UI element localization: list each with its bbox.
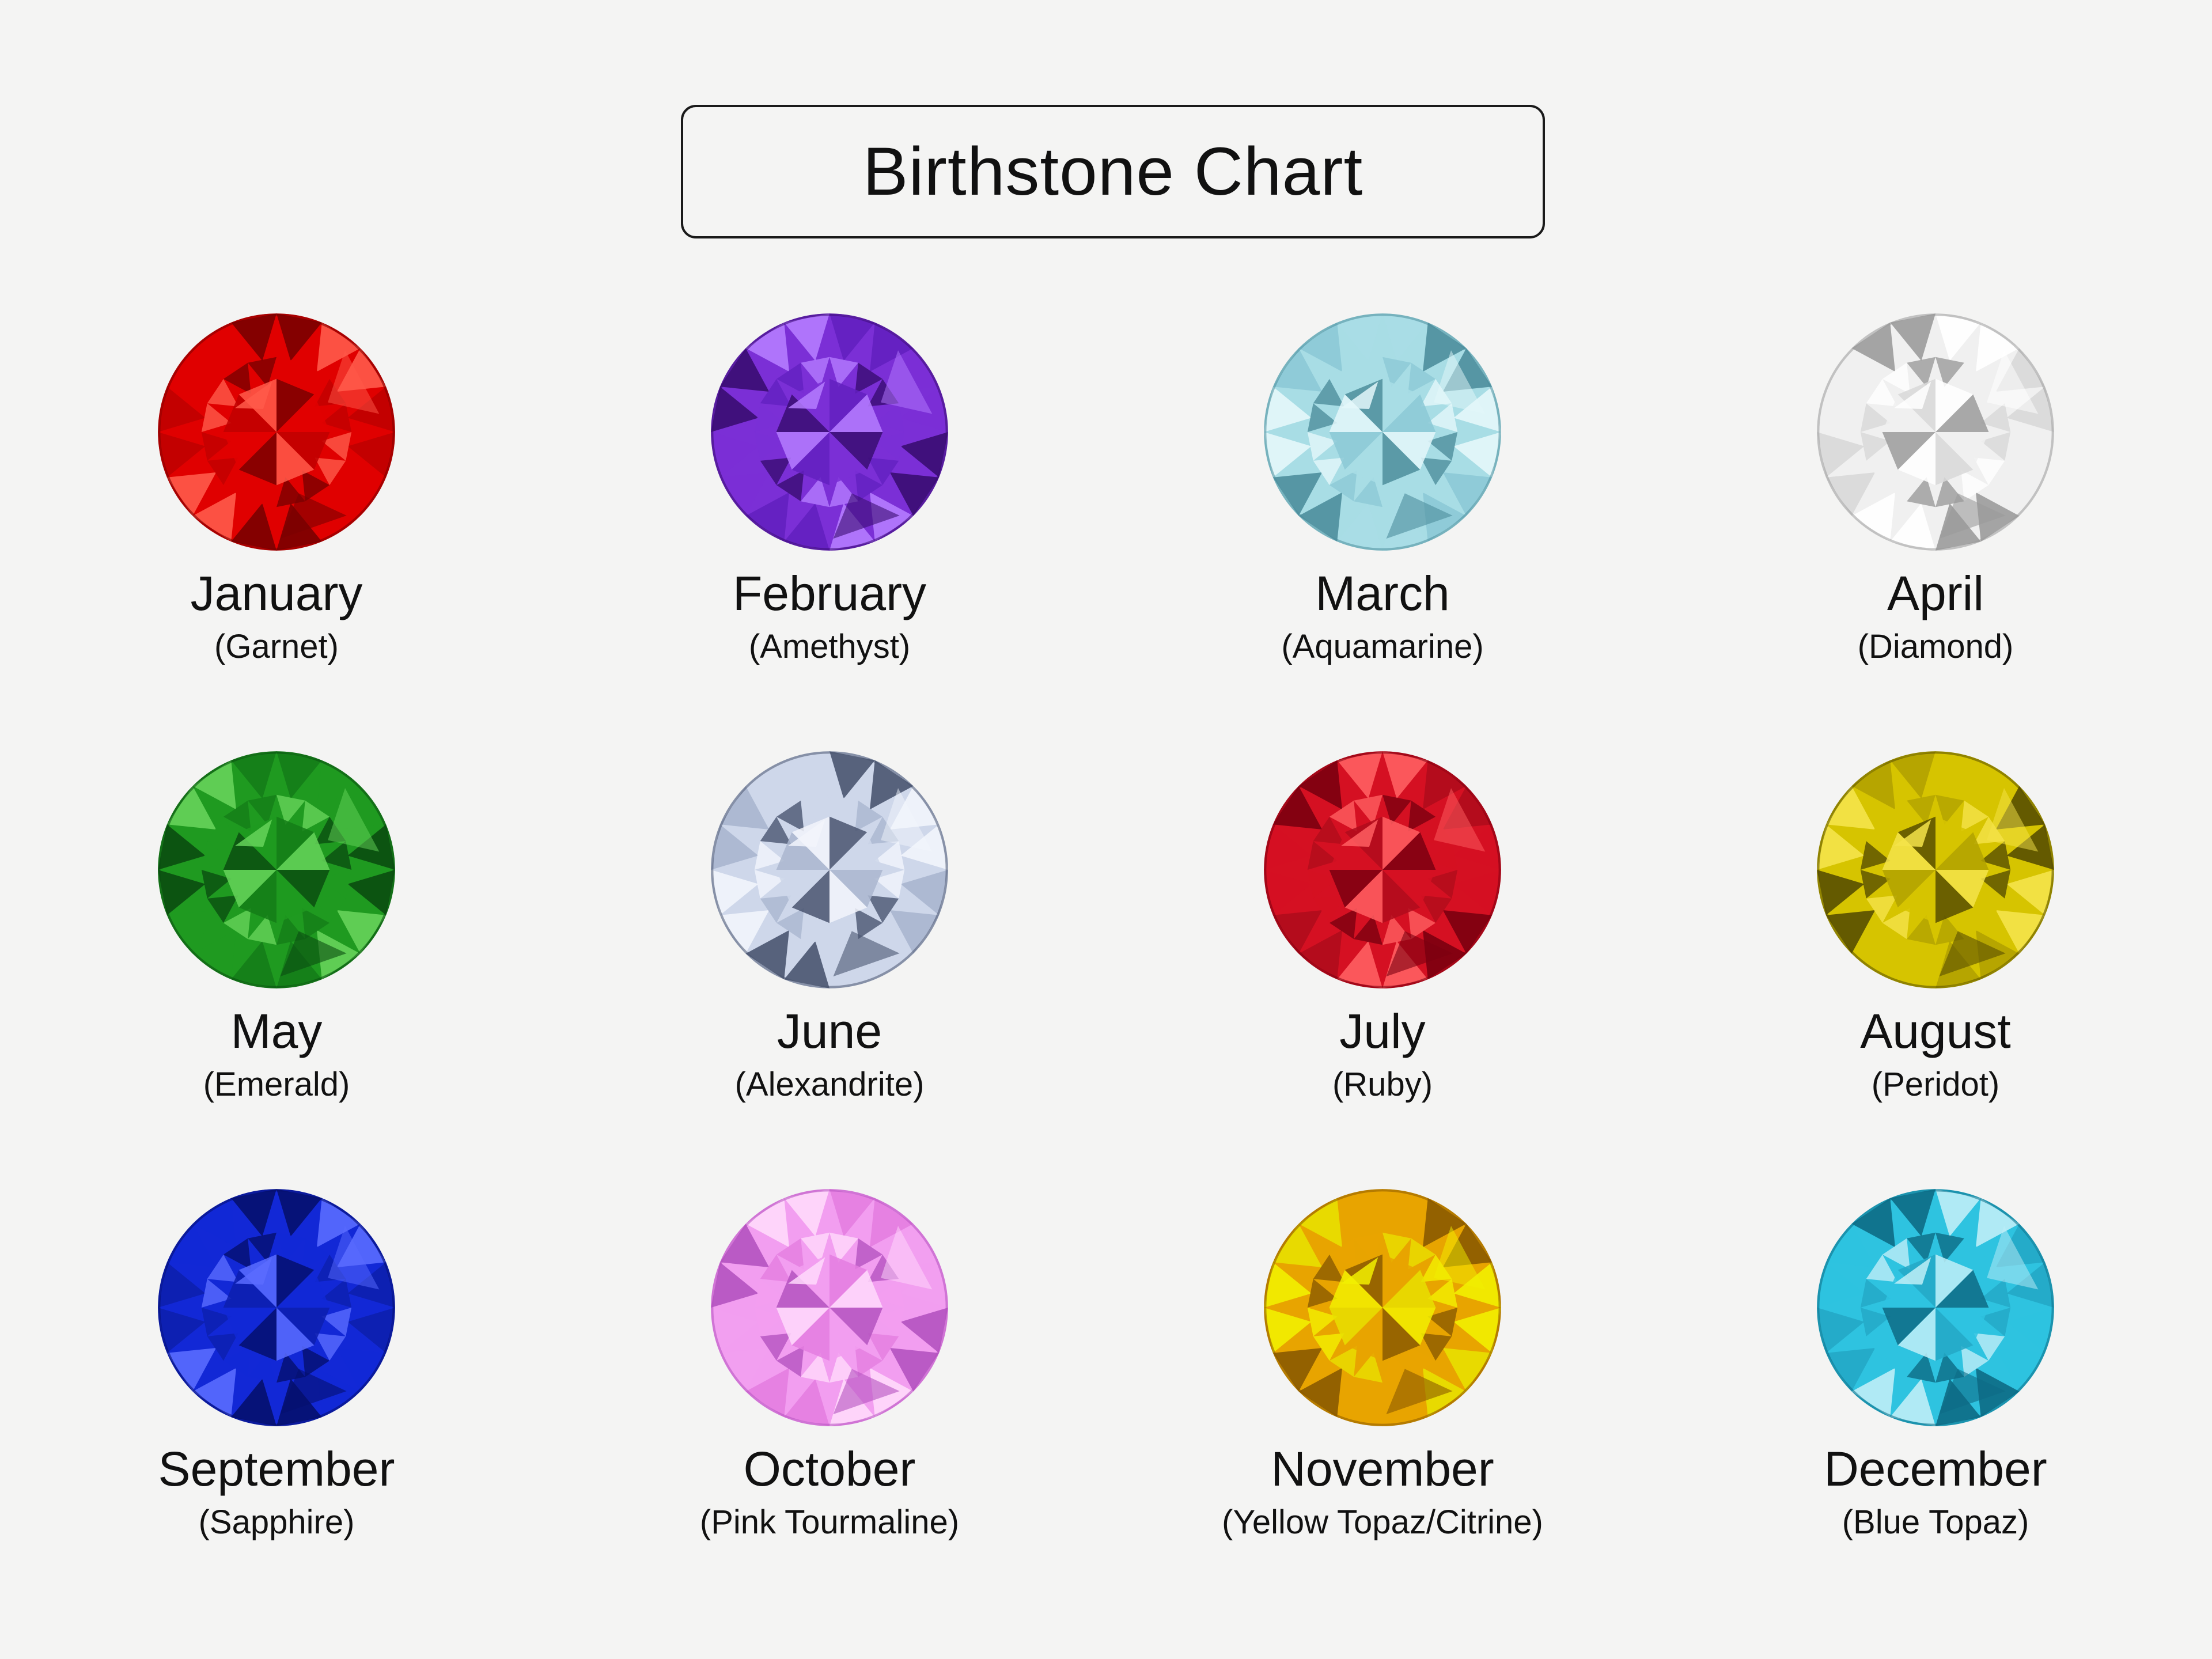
month-label: April bbox=[1887, 566, 1984, 620]
gemstone-icon bbox=[709, 311, 950, 553]
month-label: January bbox=[190, 566, 363, 620]
month-label: December bbox=[1824, 1442, 2047, 1496]
gem-icon-march bbox=[1262, 311, 1503, 553]
gemstone-icon bbox=[709, 749, 950, 991]
birthstone-cell-december[interactable] bbox=[1682, 1187, 2189, 1624]
stone-name-label: (Blue Topaz) bbox=[1842, 1503, 2029, 1541]
gemstone-icon bbox=[1262, 749, 1503, 991]
gemstone-icon bbox=[1262, 1187, 1503, 1429]
month-label: February bbox=[732, 566, 927, 620]
birthstone-cell-june[interactable] bbox=[576, 749, 1083, 1187]
birthstone-cell-july[interactable] bbox=[1129, 749, 1636, 1187]
gem-icon-august bbox=[1815, 749, 2056, 991]
birthstone-cell-march[interactable] bbox=[1129, 311, 1636, 749]
page-title: Birthstone Chart bbox=[862, 134, 1363, 210]
stone-name-label: (Yellow Topaz/Citrine) bbox=[1222, 1503, 1543, 1541]
gem-icon-october bbox=[709, 1187, 950, 1429]
gemstone-icon bbox=[1815, 1187, 2056, 1429]
stone-name-label: (Amethyst) bbox=[748, 628, 911, 666]
gem-icon-november bbox=[1262, 1187, 1503, 1429]
gemstone-icon bbox=[156, 749, 397, 991]
birthstone-cell-september[interactable] bbox=[23, 1187, 530, 1624]
chart-title-box bbox=[681, 105, 1545, 238]
gemstone-icon bbox=[156, 1187, 397, 1429]
month-label: July bbox=[1339, 1004, 1426, 1058]
stone-name-label: (Alexandrite) bbox=[734, 1066, 925, 1104]
birthstone-cell-may[interactable] bbox=[23, 749, 530, 1187]
month-label: October bbox=[743, 1442, 916, 1496]
gemstone-icon bbox=[1262, 311, 1503, 553]
stone-name-label: (Peridot) bbox=[1871, 1066, 2000, 1104]
birthstone-cell-january[interactable] bbox=[23, 311, 530, 749]
birthstone-grid bbox=[0, 311, 2212, 1624]
stone-name-label: (Garnet) bbox=[214, 628, 339, 666]
stone-name-label: (Emerald) bbox=[203, 1066, 350, 1104]
month-label: August bbox=[1860, 1004, 2011, 1058]
stone-name-label: (Aquamarine) bbox=[1281, 628, 1484, 666]
month-label: November bbox=[1271, 1442, 1494, 1496]
gem-icon-june bbox=[709, 749, 950, 991]
stone-name-label: (Sapphire) bbox=[198, 1503, 355, 1541]
month-label: March bbox=[1315, 566, 1450, 620]
stone-name-label: (Pink Tourmaline) bbox=[699, 1503, 960, 1541]
gemstone-icon bbox=[1815, 311, 2056, 553]
gem-icon-september bbox=[156, 1187, 397, 1429]
birthstone-cell-april[interactable] bbox=[1682, 311, 2189, 749]
month-label: September bbox=[158, 1442, 395, 1496]
stone-name-label: (Ruby) bbox=[1332, 1066, 1433, 1104]
birthstone-cell-august[interactable] bbox=[1682, 749, 2189, 1187]
gem-icon-may bbox=[156, 749, 397, 991]
month-label: June bbox=[777, 1004, 882, 1058]
gem-icon-january bbox=[156, 311, 397, 553]
gem-icon-december bbox=[1815, 1187, 2056, 1429]
gemstone-icon bbox=[1815, 749, 2056, 991]
birthstone-cell-february[interactable] bbox=[576, 311, 1083, 749]
stone-name-label: (Diamond) bbox=[1857, 628, 2014, 666]
gemstone-icon bbox=[156, 311, 397, 553]
birthstone-cell-november[interactable] bbox=[1129, 1187, 1636, 1624]
birthstone-cell-october[interactable] bbox=[576, 1187, 1083, 1624]
gemstone-icon bbox=[709, 1187, 950, 1429]
gem-icon-february bbox=[709, 311, 950, 553]
gem-icon-april bbox=[1815, 311, 2056, 553]
gem-icon-july bbox=[1262, 749, 1503, 991]
month-label: May bbox=[230, 1004, 323, 1058]
